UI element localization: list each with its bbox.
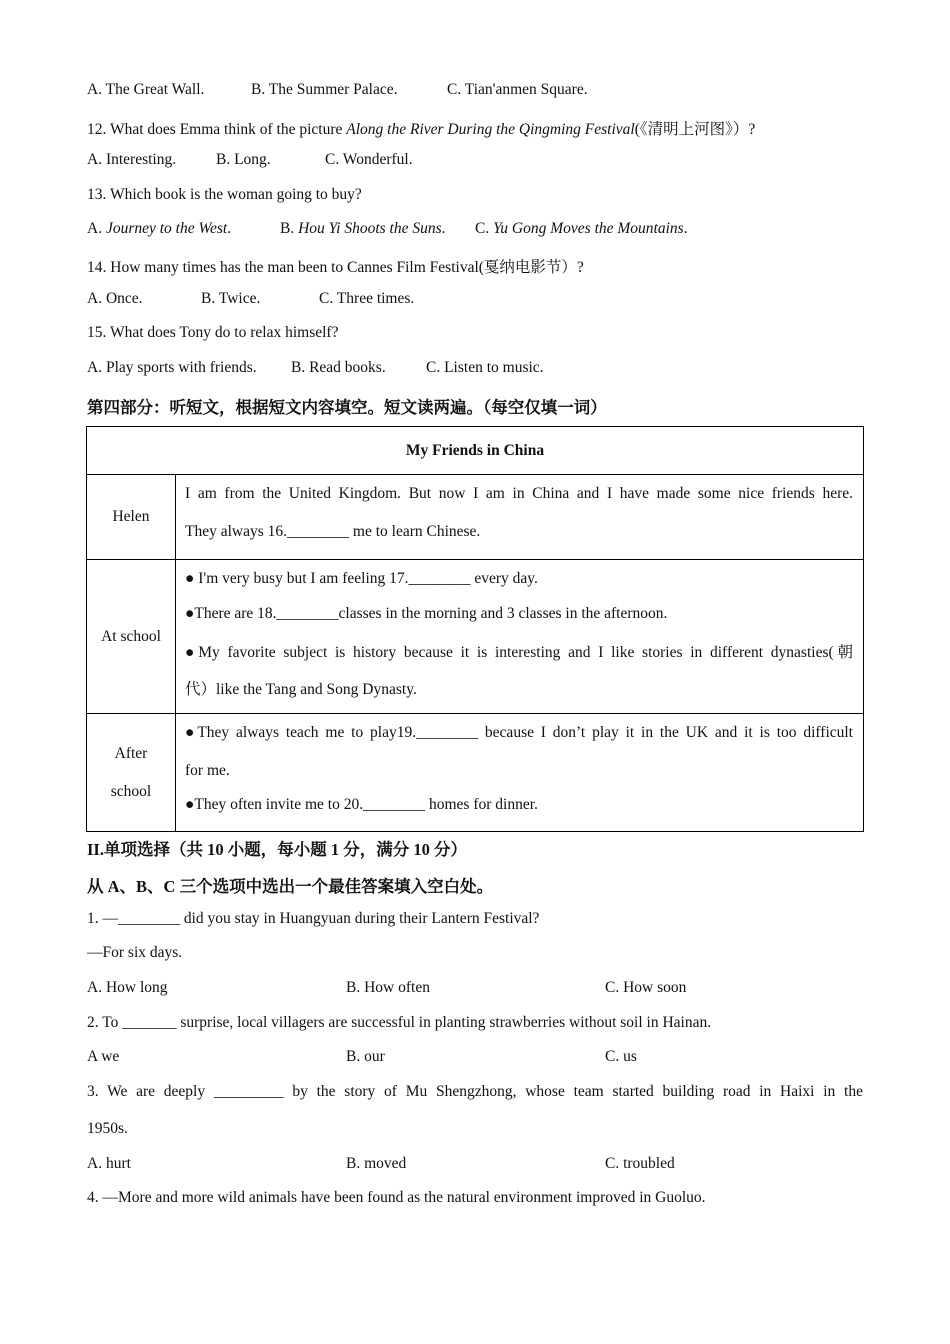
- q13-stem: 13. Which book is the woman going to buy?: [87, 186, 362, 203]
- q14-option-a: A. Once.: [87, 290, 143, 307]
- friends-table: [86, 426, 864, 832]
- table-line: ●They often invite me to 20.________ homes for dinner.: [185, 796, 538, 813]
- mc2-stem: 2. To _______ surprise, local villagers are successful in planting strawberries without soil in Hainan.: [87, 1014, 712, 1031]
- table-row-helen: [87, 475, 863, 560]
- q12-stem-prefix: 12. What does Emma think of the picture: [87, 121, 347, 138]
- part4-heading: 第四部分：听短文，根据短文内容填空。短文读两遍。（每空仅填一词）: [87, 398, 607, 417]
- mc3-option-b: B. moved: [346, 1155, 407, 1172]
- q14-option-c: C. Three times.: [319, 290, 415, 307]
- mc2-option-b: B. our: [346, 1048, 385, 1065]
- table-line: ●They always teach me to play19.________ because I don’t play it in the UK and it is too difficult: [185, 724, 853, 741]
- q12-stem-suffix: (《清明上河图》）?: [634, 121, 756, 138]
- mc2-option-a: A we: [87, 1048, 120, 1065]
- mc1-option-a: A. How long: [87, 979, 168, 996]
- q13-option-b: B. Hou Yi Shoots the Suns.: [280, 220, 446, 237]
- table-row-at-school: [87, 560, 863, 714]
- mc1-option-b: B. How often: [346, 979, 430, 996]
- table-line: ● I'm very busy but I am feeling 17.________ every day.: [185, 570, 538, 587]
- q15-stem: 15. What does Tony do to relax himself?: [87, 324, 339, 341]
- section2-instruction: 从 A、B、C 三个选项中选出一个最佳答案填入空白处。: [87, 877, 494, 896]
- row-label-line: After: [114, 744, 148, 762]
- table-title-row: [87, 427, 863, 475]
- table-line: They always 16.________ me to learn Chinese.: [185, 523, 481, 540]
- table-line: 代）like the Tang and Song Dynasty.: [185, 681, 417, 698]
- q14-option-b: B. Twice.: [201, 290, 261, 307]
- q12-option-a: A. Interesting.: [87, 151, 177, 168]
- mc4-stem: 4. —More and more wild animals have been found as the natural environment improved in Guoluo.: [87, 1189, 706, 1206]
- q11-option-b: B. The Summer Palace.: [251, 81, 398, 98]
- table-line: ●There are 18.________classes in the morning and 3 classes in the afternoon.: [185, 605, 668, 622]
- mc3-option-c: C. troubled: [605, 1155, 675, 1172]
- mc2-option-c: C. us: [605, 1048, 637, 1065]
- q15-option-c: C. Listen to music.: [426, 359, 544, 376]
- q15-option-b: B. Read books.: [291, 359, 386, 376]
- q12-stem-title: Along the River During the Qingming Festival: [346, 121, 635, 138]
- mc3-option-a: A. hurt: [87, 1155, 131, 1172]
- q14-stem: 14. How many times has the man been to Cannes Film Festival(戛纳电影节）?: [87, 259, 584, 276]
- q13-option-a: A. Journey to the West.: [87, 220, 232, 237]
- table-title: My Friends in China: [405, 442, 545, 459]
- mc3-stem: 3. We are deeply _________ by the story of Mu Shengzhong, whose team started building road in Haixi in the: [87, 1083, 863, 1100]
- q12-option-b: B. Long.: [216, 151, 271, 168]
- row-label-after-school: [87, 714, 176, 831]
- row-label-helen: Helen: [87, 475, 176, 559]
- q11-option-a: A. The Great Wall.: [87, 81, 205, 98]
- q13-option-c: C. Yu Gong Moves the Mountains.: [475, 220, 688, 237]
- table-line: I am from the United Kingdom. But now I am in China and I have made some nice friends here.: [185, 485, 853, 502]
- row-label-line: school: [110, 782, 152, 800]
- q12-option-c: C. Wonderful.: [325, 151, 413, 168]
- table-line: ●My favorite subject is history because it is interesting and I like stories in different dynasties(朝: [185, 644, 853, 661]
- mc1-option-c: C. How soon: [605, 979, 687, 996]
- q12-stem: [87, 117, 755, 139]
- table-row-after-school: [87, 714, 863, 831]
- mc1-stem: 1. —________ did you stay in Huangyuan during their Lantern Festival?: [87, 910, 540, 927]
- q15-option-a: A. Play sports with friends.: [87, 359, 257, 376]
- mc3-stem-cont: 1950s.: [87, 1120, 128, 1137]
- mc1-answer-line: —For six days.: [87, 944, 183, 961]
- section2-heading: II.单项选择（共 10 小题，每小题 1 分，满分 10 分）: [87, 840, 467, 859]
- row-label-at-school: At school: [87, 560, 176, 713]
- table-line: for me.: [185, 762, 230, 779]
- q11-option-c: C. Tian'anmen Square.: [447, 81, 588, 98]
